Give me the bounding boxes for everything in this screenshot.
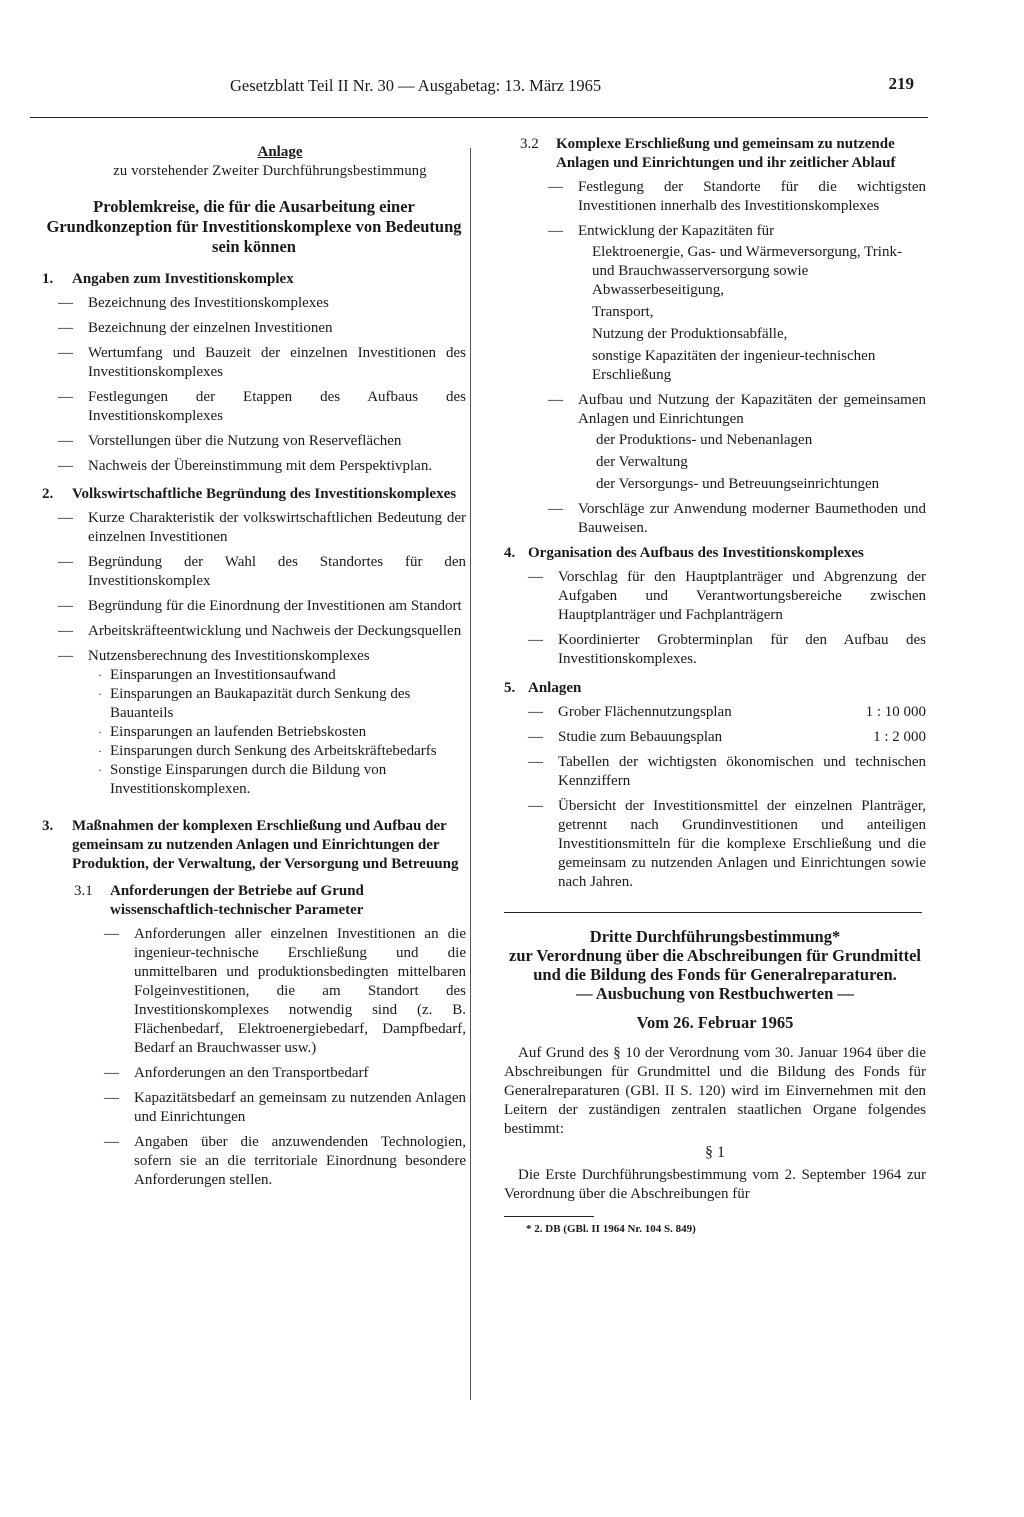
list-item-text: Vorstellungen über die Nutzung von Reserveflächen [88, 433, 402, 449]
section-separator [504, 912, 922, 913]
dash-mark: — [58, 320, 73, 336]
subsection-3-2-heading [520, 135, 926, 173]
decree-date: Vom 26. Februar 1965 [636, 1013, 794, 1032]
list-item-text: Bezeichnung der einzelnen Investitionen [88, 320, 333, 336]
paragraph-1-text: Die Erste Durchführungsbestimmung vom 2. September 1964 zur Verordnung über die Abschreibungen für [504, 1167, 926, 1202]
decree-title: Dritte Durchführungsbestimmung* [589, 927, 841, 946]
dash-mark: — [528, 632, 543, 648]
section-number: 1. [42, 271, 54, 287]
right-column [504, 135, 926, 1239]
list-item [528, 728, 926, 747]
section-title: Maßnahmen der komplexen Erschließung und Aufbau der gemeinsam zu nutzenden Anlagen und Einrichtungen der Produktion, der Verwaltung, der Versorgung und Betreuung [72, 818, 459, 872]
list-item-text: Anforderungen an den Transportbedarf [134, 1065, 369, 1081]
footnote: * 2. DB (GBl. II 1964 Nr. 104 S. 849) [526, 1223, 696, 1235]
list-item [58, 647, 466, 666]
decree-subject: zur Verordnung über die Abschreibungen für Grundmittel und die Bildung des Fonds für Generalreparaturen. [509, 946, 921, 984]
list-item-text: Tabellen der wichtigsten ökonomischen und technischen Kennziffern [558, 754, 926, 789]
list-item-text: Einsparungen an laufenden Betriebskosten [110, 724, 367, 740]
paragraph-sign: § 1 [705, 1144, 725, 1161]
list-item-text: Festlegungen der Etappen des Aufbaus des Investitionskomplexes [88, 389, 466, 424]
dash-mark: — [58, 598, 73, 614]
header-rule [30, 117, 928, 118]
list-item [98, 666, 466, 685]
dash-mark: — [548, 223, 563, 239]
list-item-text: Kurze Charakteristik der volkswirtschaftlichen Bedeutung der einzelnen Investitionen [88, 510, 466, 545]
dash-mark: — [528, 798, 543, 814]
list-item [528, 703, 926, 722]
anlage-subtitle: zu vorstehender Zweiter Durchführungsbestimmung [113, 163, 427, 179]
list-item-text: Einsparungen durch Senkung des Arbeitskräftebedarfs [110, 743, 437, 759]
left-column [34, 143, 466, 1196]
list-item-text: Übersicht der Investitionsmittel der einzelnen Planträger, getrennt nach Grundinvestitionen und anteiligen Investitionsmitteln für die komplexe Erschließung und die gemeinsam zu nutzenden Anlagen und Einrichtungen sowie nach Jahren. [558, 798, 926, 890]
dash-mark: — [548, 179, 563, 195]
list-item-text: Aufbau und Nutzung der Kapazitäten der gemeinsamen Anlagen und Einrichtungen [578, 392, 926, 427]
list-item [528, 631, 926, 669]
section-1-heading [34, 270, 466, 289]
section-number: 4. [504, 545, 516, 561]
dash-mark: — [58, 389, 73, 405]
section-2-list [58, 509, 466, 799]
dash-mark: — [528, 754, 543, 770]
list-item [58, 597, 466, 616]
dash-mark: — [58, 554, 73, 570]
savings-list [98, 666, 466, 799]
dash-mark: — [528, 704, 543, 720]
scale-value: 1 : 10 000 [865, 704, 926, 720]
dash-mark: — [58, 345, 73, 361]
list-item-text: Begründung der Wahl des Standortes für den Investitionskomplex [88, 554, 466, 589]
subsection-number: 3.1 [74, 883, 93, 899]
dot-mark: · [98, 668, 102, 682]
dot-mark: · [98, 725, 102, 739]
dash-mark: — [548, 501, 563, 517]
sublist-item: Nutzung der Produktionsabfälle, [592, 326, 788, 342]
page-number: 219 [888, 74, 914, 93]
dash-mark: — [58, 623, 73, 639]
section-number: 3. [42, 818, 54, 834]
list-item [98, 742, 466, 761]
sublist-item: der Verwaltung [596, 454, 688, 470]
dash-mark: — [104, 1090, 119, 1106]
list-item [548, 222, 926, 241]
list-item [98, 723, 466, 742]
anlage-title: Anlage [257, 144, 303, 160]
list-item [58, 457, 466, 476]
list-item [104, 1089, 466, 1127]
main-heading: Problemkreise, die für die Ausarbeitung einer Grundkonzeption für Investitionskomplexe von Bedeutung sein können [46, 197, 462, 256]
footnote-rule [504, 1216, 594, 1217]
list-item-text: Arbeitskräfteentwicklung und Nachweis der Deckungsquellen [88, 623, 462, 639]
section-5-heading [504, 679, 926, 698]
list-item-text: Vorschläge zur Anwendung moderner Baumethoden und Bauweisen. [578, 501, 926, 536]
list-item-text: Anforderungen aller einzelnen Investitionen an die ingenieur-technische Erschließung und die unmittelbaren und produktionsbedingten mittelbaren Folgeinvestitionen, die am Standort des Investitionskomplexes notwendig sind (z. B. Flächenbedarf, Elektroenergiebedarf, Dampfbedarf, Bedarf an Brauchwasser usw.) [134, 926, 466, 1056]
subsection-title: Anforderungen der Betriebe auf Grund wissenschaftlich-technischer Parameter [110, 883, 364, 918]
list-item [58, 388, 466, 426]
list-item-text: Angaben über die anzuwendenden Technologien, sofern sie an die territoriale Einordnung besondere Anforderungen stellen. [134, 1134, 466, 1188]
dash-mark: — [528, 569, 543, 585]
dash-mark: — [58, 295, 73, 311]
header-title: Gesetzblatt Teil II Nr. 30 — Ausgabetag: 13. März 1965 [230, 76, 602, 95]
dash-mark: — [58, 510, 73, 526]
list-item [98, 685, 466, 723]
list-item [528, 753, 926, 791]
section-3-heading [34, 817, 466, 874]
list-item [548, 391, 926, 429]
list-item [58, 553, 466, 591]
sublist-item: der Produktions- und Nebenanlagen [596, 432, 813, 448]
list-item [58, 509, 466, 547]
section-4-heading [504, 544, 926, 563]
list-item-text: Festlegung der Standorte für die wichtigsten Investitionen innerhalb des Investitionskomplexes [578, 179, 926, 214]
list-item-text: Nutzensberechnung des Investitionskomplexes [88, 648, 370, 664]
column-divider [470, 148, 471, 1400]
list-item [104, 1064, 466, 1083]
section-title: Anlagen [528, 680, 582, 696]
list-item-text: Einsparungen an Baukapazität durch Senkung des Bauanteils [110, 686, 411, 721]
subsection-3-1-list [104, 925, 466, 1190]
dash-mark: — [58, 433, 73, 449]
sublist-item: der Versorgungs- und Betreuungseinrichtungen [596, 476, 880, 492]
list-item [58, 344, 466, 382]
list-item-text: Vorschlag für den Hauptplanträger und Abgrenzung der Aufgaben und Verantwortungsbereiche zwischen Hauptplanträger und Fachplanträgern [558, 569, 926, 623]
list-item [58, 622, 466, 641]
dot-mark: · [98, 744, 102, 758]
list-item-text: Nachweis der Übereinstimmung mit dem Perspektivplan. [88, 458, 433, 474]
subsection-number: 3.2 [520, 136, 539, 152]
decree-heading [504, 927, 926, 1003]
list-item-text: Sonstige Einsparungen durch die Bildung von Investitionskomplexen. [110, 762, 387, 797]
list-item [58, 319, 466, 338]
section-1-list [58, 294, 466, 476]
dash-mark: — [528, 729, 543, 745]
list-item [548, 500, 926, 538]
dot-mark: · [98, 687, 102, 701]
decree-preamble: Auf Grund des § 10 der Verordnung vom 30. Januar 1964 über die Abschreibungen für Grundmittel und die Bildung des Fonds für Generalreparaturen (GBl. II S. 120) wird im Einvernehmen mit den Leitern der zuständigen zentralen staatlichen Organe folgendes bestimmt: [504, 1045, 926, 1137]
list-item [548, 178, 926, 216]
section-title: Volkswirtschaftliche Begründung des Investitionskomplexes [72, 486, 457, 502]
subsection-3-1-heading [74, 882, 466, 920]
section-title: Organisation des Aufbaus des Investitionskomplexes [528, 545, 864, 561]
list-item-text: Kapazitätsbedarf an gemeinsam zu nutzenden Anlagen und Einrichtungen [134, 1090, 466, 1125]
list-item-text: Studie zum Bebauungsplan [558, 729, 723, 745]
page-header [30, 76, 928, 100]
list-item-text: Koordinierter Grobterminplan für den Aufbau des Investitionskomplexes. [558, 632, 926, 667]
sublist-item: sonstige Kapazitäten der ingenieur-technischen Erschließung [592, 348, 876, 383]
sublist-item: Elektroenergie, Gas- und Wärmeversorgung, Trink- und Brauchwasserversorgung sowie Abwasserbeseitigung, [592, 244, 902, 298]
dash-mark: — [104, 1065, 119, 1081]
section-5-list [528, 703, 926, 892]
list-item [58, 294, 466, 313]
dash-mark: — [58, 458, 73, 474]
scale-value: 1 : 2 000 [873, 729, 926, 745]
capacity-sublist [592, 243, 926, 385]
list-item-text: Wertumfang und Bauzeit der einzelnen Investitionen des Investitionskomplexes [88, 345, 466, 380]
section-2-heading [34, 485, 466, 504]
subsection-3-2-list [548, 178, 926, 538]
list-item [58, 432, 466, 451]
dash-mark: — [104, 1134, 119, 1150]
list-item-text: Begründung für die Einordnung der Investitionen am Standort [88, 598, 462, 614]
list-item [528, 568, 926, 625]
list-item [104, 1133, 466, 1190]
dash-mark: — [104, 926, 119, 942]
dot-mark: · [98, 763, 102, 777]
sublist-item: Transport, [592, 304, 654, 320]
list-item-text: Bezeichnung des Investitionskomplexes [88, 295, 329, 311]
dash-mark: — [548, 392, 563, 408]
decree-subtitle: — Ausbuchung von Restbuchwerten — [576, 984, 854, 1003]
list-item [98, 761, 466, 799]
section-4-list [528, 568, 926, 669]
facilities-sublist [596, 431, 926, 494]
section-title: Angaben zum Investitionskomplex [72, 271, 294, 287]
list-item-text: Entwicklung der Kapazitäten für [578, 223, 775, 239]
dash-mark: — [58, 648, 73, 664]
list-item-text: Einsparungen an Investitionsaufwand [110, 667, 336, 683]
list-item [528, 797, 926, 892]
list-item-text: Grober Flächennutzungsplan [558, 704, 732, 720]
subsection-title: Komplexe Erschließung und gemeinsam zu nutzende Anlagen und Einrichtungen und ihr zeitlicher Ablauf [556, 136, 896, 171]
section-number: 5. [504, 680, 516, 696]
section-number: 2. [42, 486, 54, 502]
list-item [104, 925, 466, 1058]
